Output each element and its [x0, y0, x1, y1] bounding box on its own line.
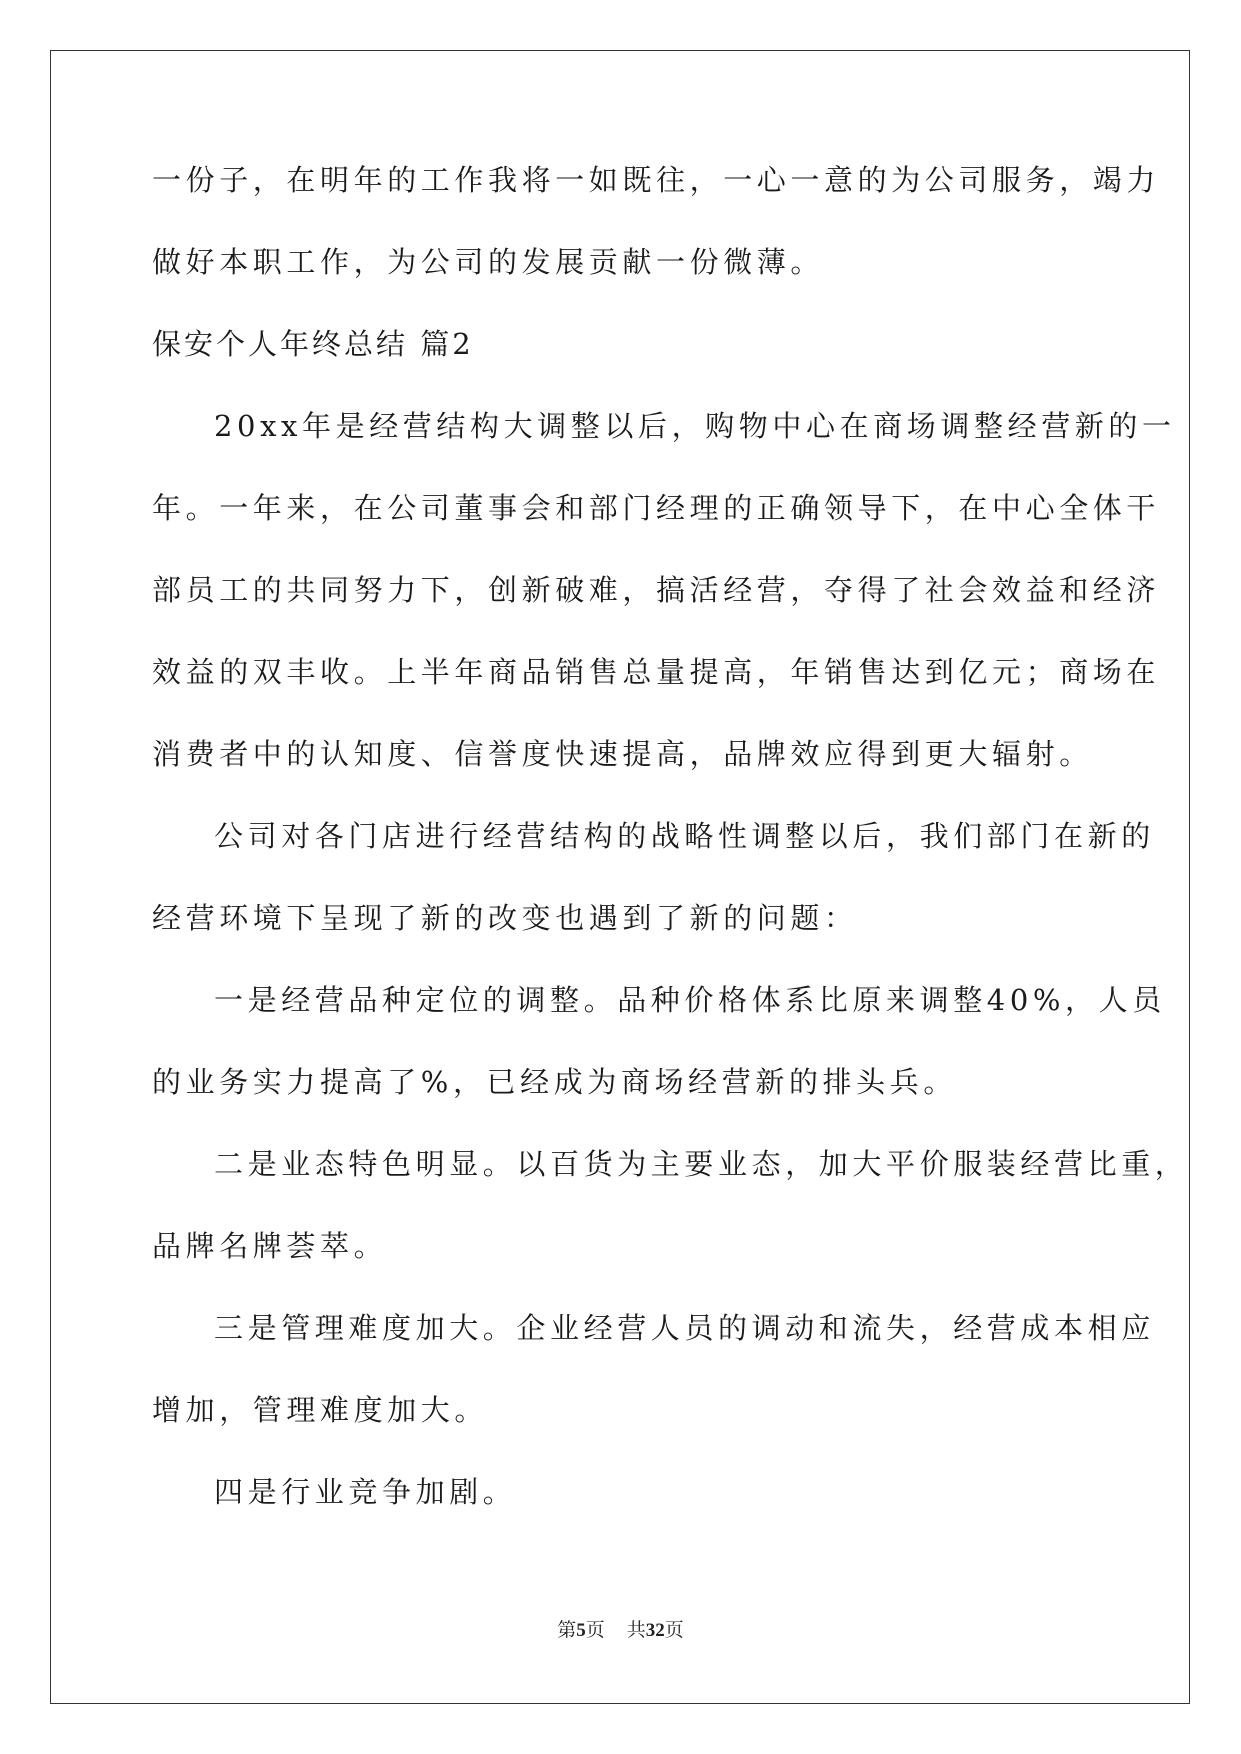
text-line: 一是经营品种定位的调整。品种价格体系比原来调整40%，人员	[214, 983, 1166, 1017]
text-line: 消费者中的认知度、信誉度快速提高，品牌效应得到更大辐射。	[152, 737, 1093, 771]
text-line: 的业务实力提高了%，已经成为商场经营新的排头兵。	[152, 1065, 957, 1099]
document-body	[152, 160, 1189, 1554]
text-line: 一份子，在明年的工作我将一如既往，一心一意的为公司服务，竭力	[152, 163, 1161, 197]
text-line: 做好本职工作，为公司的发展贡献一份微薄。	[152, 245, 825, 279]
text-line: 效益的双丰收。上半年商品销售总量提高，年销售达到亿元；商场在	[152, 655, 1161, 689]
total-pages: 32	[645, 1620, 665, 1641]
text-line: 三是管理难度加大。企业经营人员的调动和流失，经营成本相应	[214, 1311, 1155, 1345]
text-line: 四是行业竞争加剧。	[214, 1475, 517, 1509]
text-line: 经营环境下呈现了新的改变也遇到了新的问题：	[152, 901, 858, 935]
page-unit: 页	[585, 1619, 605, 1641]
page-number: 5	[576, 1620, 586, 1641]
text-line: 部员工的共同努力下，创新破难，搞活经营，夺得了社会效益和经济	[152, 573, 1161, 607]
total-prefix: 共	[626, 1619, 646, 1641]
text-line: 增加，管理难度加大。	[152, 1393, 489, 1427]
text-line: 品牌名牌荟萃。	[152, 1229, 388, 1263]
text-line: 二是业态特色明显。以百货为主要业态，加大平价服装经营比重，	[214, 1147, 1189, 1181]
text-line: 20xx年是经营结构大调整以后，购物中心在商场调整经营新的一	[214, 409, 1176, 443]
total-unit: 页	[664, 1619, 684, 1641]
text-line: 年。一年来，在公司董事会和部门经理的正确领导下，在中心全体干	[152, 491, 1161, 525]
section-heading: 保安个人年终总结 篇2	[152, 327, 474, 361]
page-prefix: 第	[557, 1619, 577, 1641]
text-line: 公司对各门店进行经营结构的战略性调整以后，我们部门在新的	[214, 819, 1155, 853]
page-footer	[0, 1618, 1241, 1643]
